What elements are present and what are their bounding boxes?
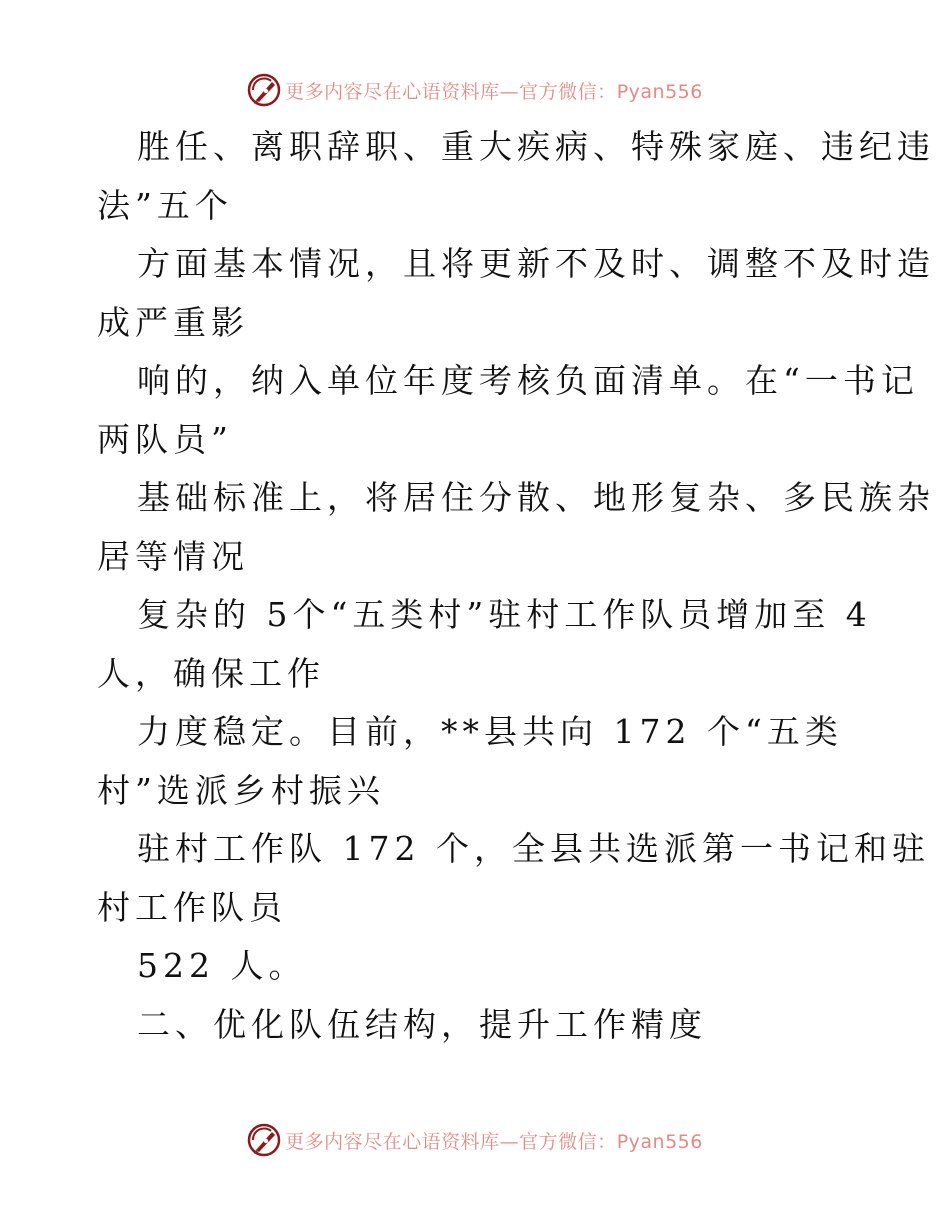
- section-heading: 二、优化队伍结构，提升工作精度: [137, 1004, 707, 1044]
- header-contact-id: Pyan556: [616, 80, 703, 103]
- footer-banner-text: [285, 1127, 703, 1154]
- pen-logo-icon: [247, 1123, 281, 1157]
- header-brand-text: 更多内容尽在心语资料库: [285, 80, 500, 103]
- text-line: 村工作队员: [97, 887, 287, 927]
- text-line: 522 人。: [137, 946, 307, 985]
- footer-contact-label: 官方微信：: [519, 1130, 617, 1153]
- text-line: 村”选派乡村振兴: [97, 770, 385, 810]
- text-line: 响的，纳入单位年度考核负面清单。在“一书记: [137, 361, 919, 400]
- footer-banner: [0, 1120, 950, 1160]
- header-banner: [0, 70, 950, 110]
- text-line: 成严重影: [97, 302, 249, 342]
- header-dash: —: [499, 80, 520, 103]
- text-line: 力度稳定。目前，**县共向 172 个“五类: [137, 712, 843, 751]
- text-line: 人，确保工作: [97, 653, 325, 693]
- text-line: 复杂的 5个“五类村”驻村工作队员增加至 4: [137, 595, 872, 634]
- body-text: [97, 118, 935, 1054]
- text-line: 胜任、离职辞职、重大疾病、特殊家庭、违纪违: [137, 127, 935, 166]
- text-line: 两队员”: [97, 419, 233, 459]
- text-line: 居等情况: [97, 536, 249, 576]
- footer-contact-id: Pyan556: [616, 1130, 703, 1153]
- footer-dash: —: [499, 1130, 520, 1153]
- footer-brand-text: 更多内容尽在心语资料库: [285, 1130, 500, 1153]
- text-line: 方面基本情况，且将更新不及时、调整不及时造: [137, 244, 935, 283]
- text-line: 法”五个: [97, 185, 233, 225]
- text-line: 基础标准上，将居住分散、地形复杂、多民族杂: [137, 478, 935, 517]
- text-line: 驻村工作队 172 个，全县共选派第一书记和驻: [137, 829, 930, 868]
- pen-logo-icon: [247, 73, 281, 107]
- header-banner-text: [285, 77, 703, 104]
- header-contact-label: 官方微信：: [519, 80, 617, 103]
